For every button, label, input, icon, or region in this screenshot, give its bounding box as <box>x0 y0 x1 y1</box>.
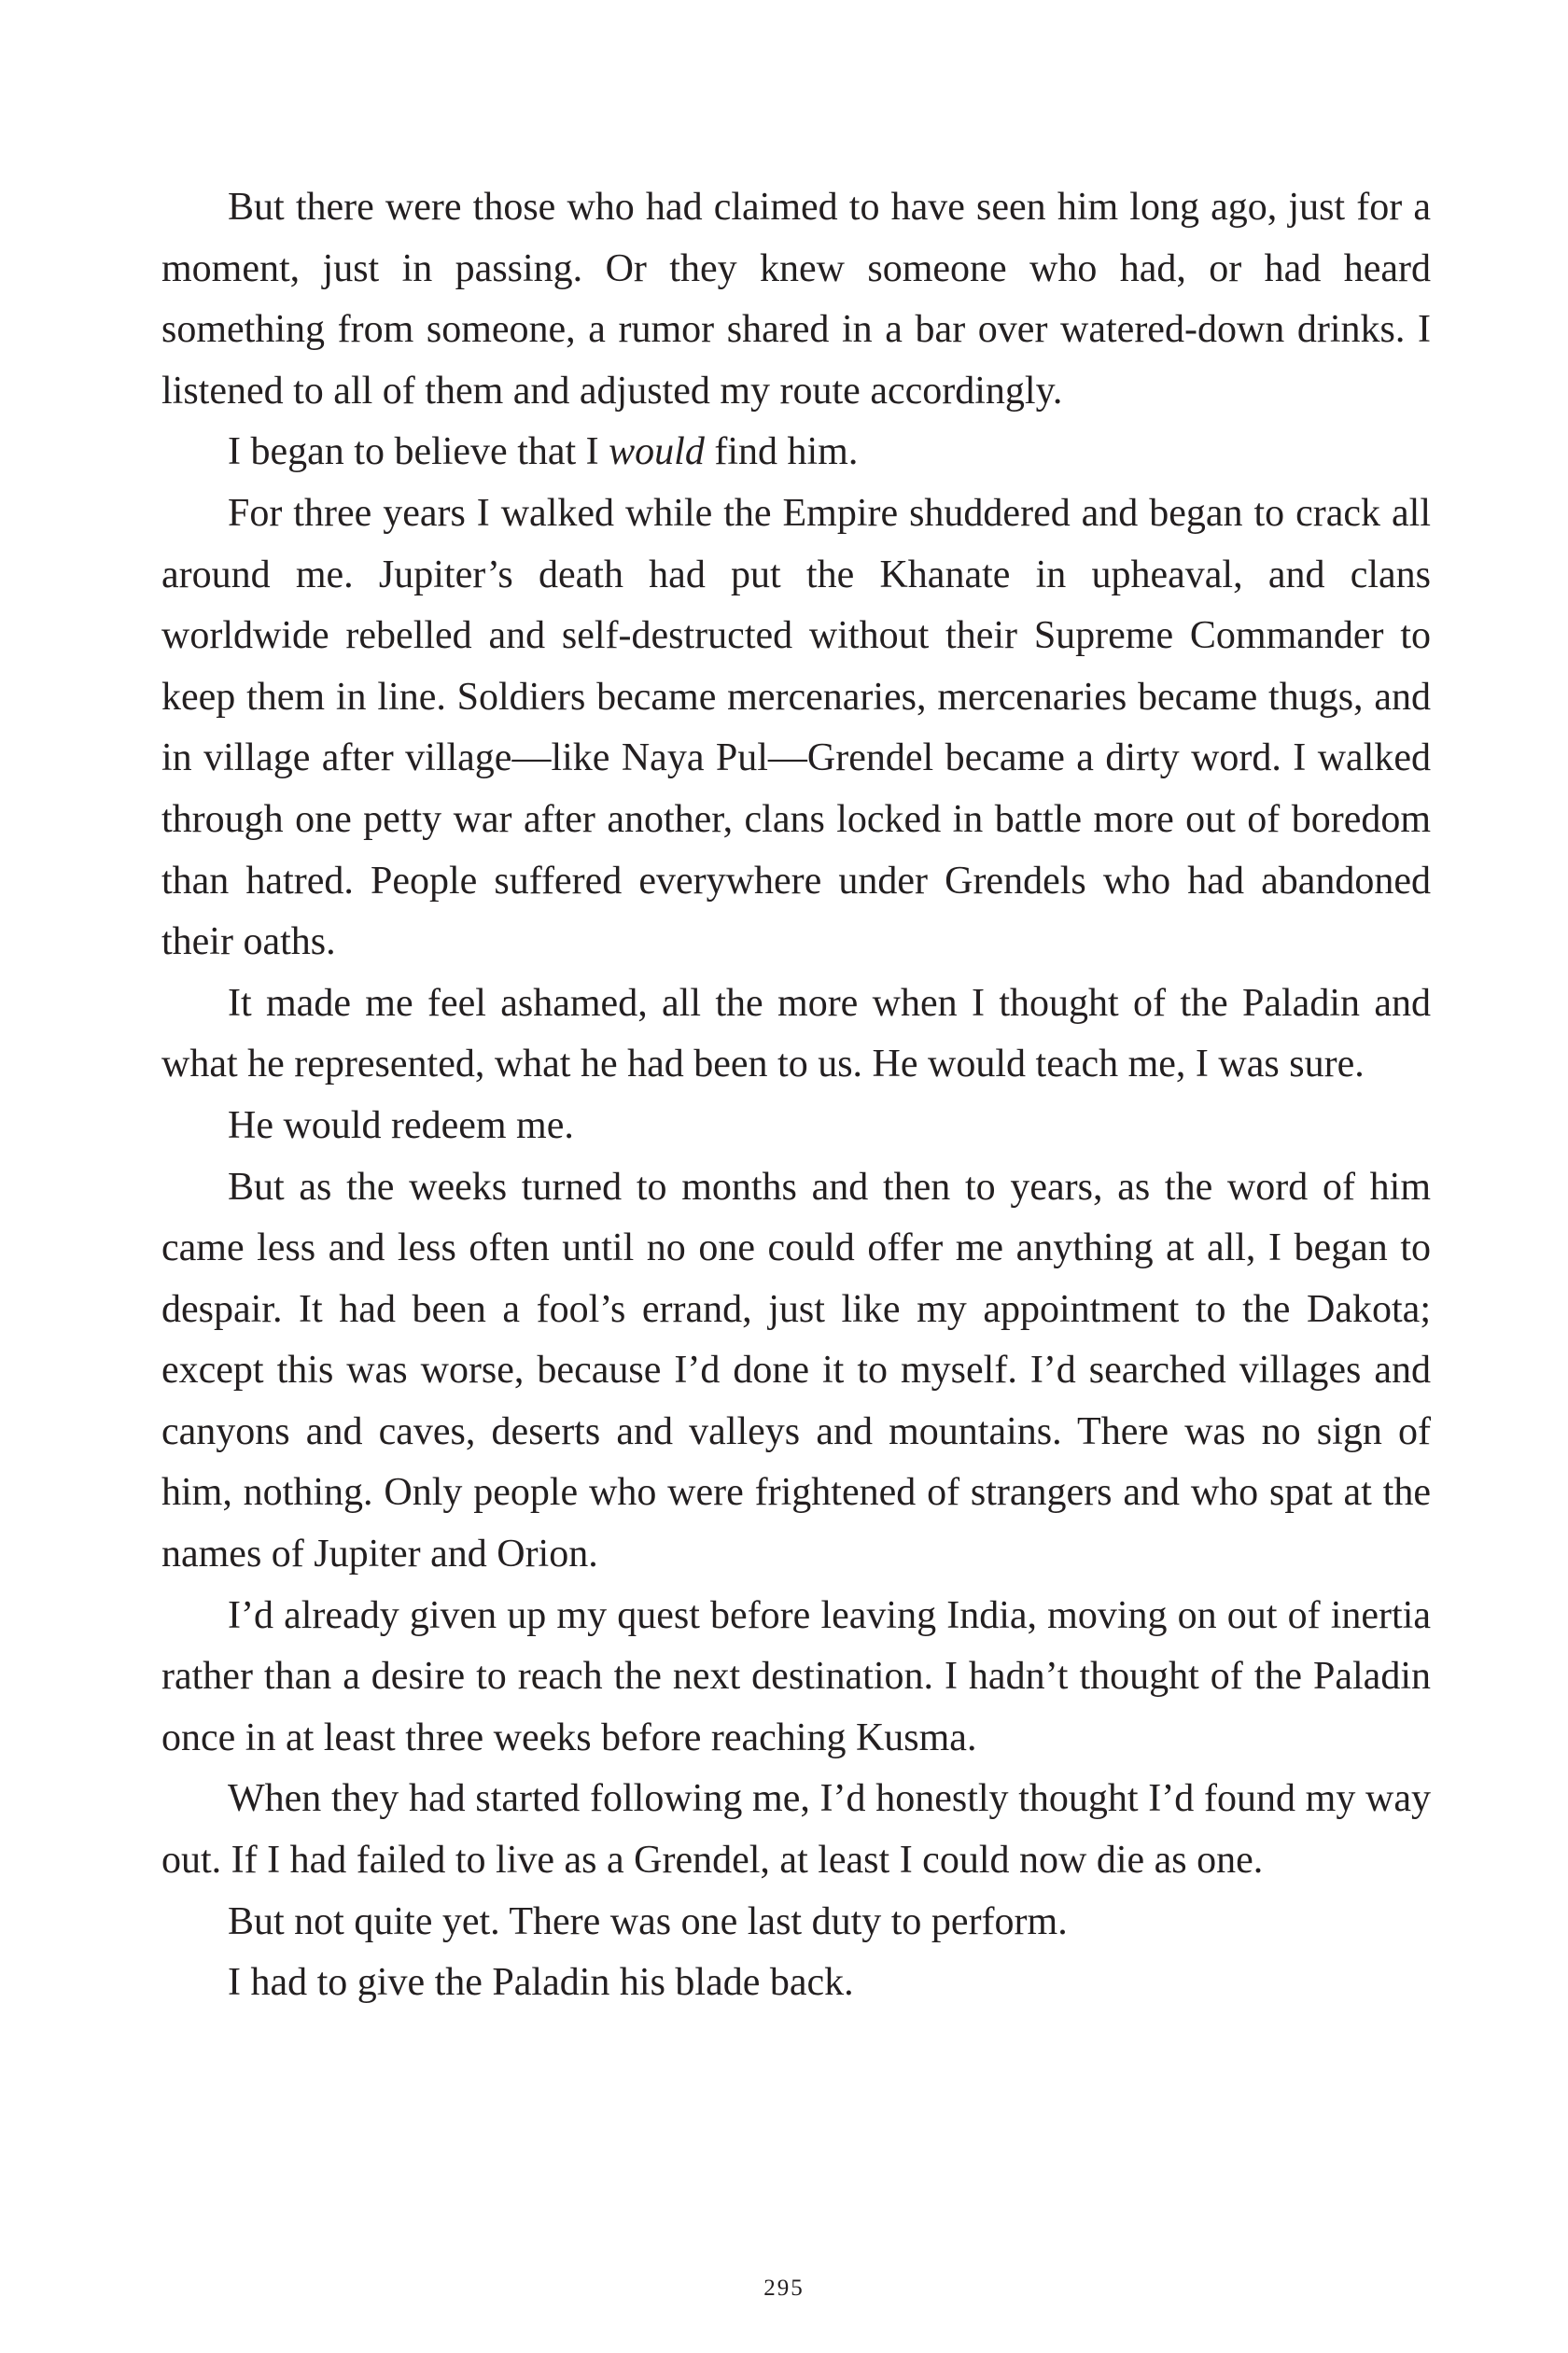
page-number: 295 <box>763 2276 805 2301</box>
paragraph-2-after: find him. <box>704 430 859 474</box>
paragraph-5: He would redeem me. <box>228 1103 574 1147</box>
paragraph-2-emphasis: would <box>609 430 705 474</box>
paragraph-4: It made me feel ashamed, all the more when I thought of the Paladin and what he represented, what he had been to us. He would teach me, I was sure. <box>161 981 1431 1086</box>
paragraph-7: I’d already given up my quest before leaving India, moving on out of inertia rather than a desire to reach the next destination. I hadn’t thought of the Paladin once in at least three weeks before reaching Kusma. <box>161 1593 1431 1759</box>
body-text <box>161 177 1431 2014</box>
paragraph-6: But as the weeks turned to months and then to years, as the word of him came less and less often until no one could offer me anything at all, I began to despair. It had been a fool’s errand, just like my appointment to the Dakota; except this was worse, because I’d done it to myself. I’d searched villages and canyons and caves, deserts and valleys and mountains. There was no sign of him, nothing. Only people who were frightened of strangers and who spat at the names of Jupiter and Orion. <box>161 1165 1431 1576</box>
paragraph-9: But not quite yet. There was one last duty to perform. <box>228 1899 1068 1943</box>
paragraph-10: I had to give the Paladin his blade back. <box>228 1961 854 2005</box>
paragraph-2-before: I began to believe that I <box>228 430 609 474</box>
paragraph-1: But there were those who had claimed to have seen him long ago, just for a moment, just in passing. Or they knew someone who had, or had heard something from someone, a rumor shared in a bar over watered-down drinks. I listened to all of them and adjusted my route accordingly. <box>161 186 1431 413</box>
paragraph-8: When they had started following me, I’d honestly thought I’d found my way out. If I had failed to live as a Grendel, at least I could now die as one. <box>161 1777 1431 1883</box>
paragraph-3: For three years I walked while the Empire shuddered and began to crack all around me. Jupiter’s death had put the Khanate in upheaval, and clans worldwide rebelled and self-destructed without their Supreme Commander to keep them in line. Soldiers became mercenaries, mercenaries became thugs, and in village after village—like Naya Pul—Grendel became a dirty word. I walked through one petty war after another, clans locked in battle more out of boredom than hatred. People suffered everywhere under Grendels who had abandoned their oaths. <box>161 491 1431 964</box>
paragraph-2 <box>161 422 1431 483</box>
